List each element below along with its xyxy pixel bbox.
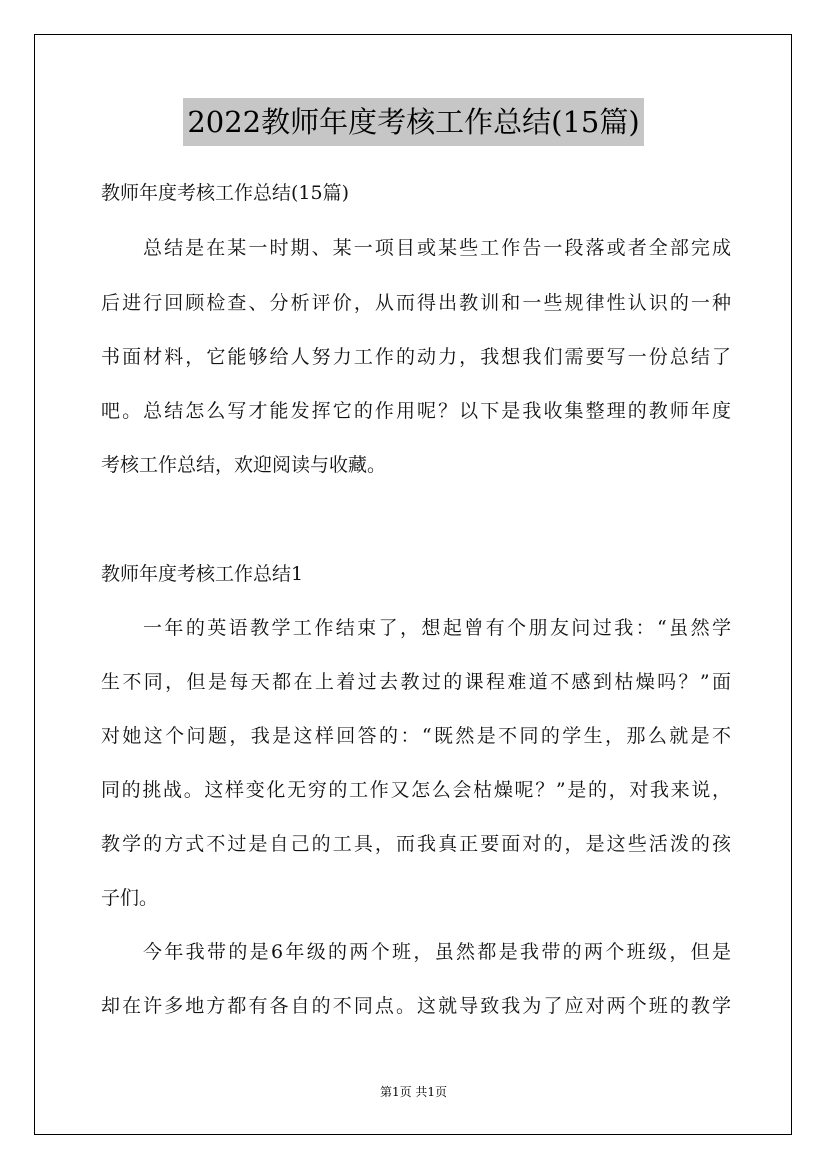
paragraph-line: 子们。 <box>101 887 159 909</box>
document-title: 2022教师年度考核工作总结(15篇) <box>183 98 643 146</box>
paragraph-line: 同的挑战。这样变化无穷的工作又怎么会枯燥呢？”是的，对我来说， <box>101 779 731 801</box>
paragraph-line: 今年我带的是6年级的两个班，虽然都是我带的两个班级，但是 <box>143 941 731 963</box>
document-subtitle: 教师年度考核工作总结(15篇) <box>101 182 350 204</box>
intro-line: 后进行回顾检查、分析评价，从而得出教训和一些规律性认识的一种 <box>101 292 731 314</box>
paragraph-line: 教学的方式不过是自己的工具，而我真正要面对的，是这些活泼的孩 <box>101 833 731 855</box>
intro-line: 总结是在某一时期、某一项目或某些工作告一段落或者全部完成 <box>143 237 731 259</box>
paragraph-line: 对她这个问题，我是这样回答的：“既然是不同的学生，那么就是不 <box>101 725 731 747</box>
paragraph-line: 却在许多地方都有各自的不同点。这就导致我为了应对两个班的教学 <box>101 995 731 1017</box>
intro-line: 吧。总结怎么写才能发挥它的作用呢？以下是我收集整理的教师年度 <box>101 400 731 422</box>
title-container <box>0 98 827 146</box>
paragraph-line: 一年的英语教学工作结束了，想起曾有个朋友问过我：“虽然学 <box>143 617 731 639</box>
intro-line: 考核工作总结，欢迎阅读与收藏。 <box>101 454 387 476</box>
section-heading: 教师年度考核工作总结1 <box>101 563 304 585</box>
intro-line: 书面材料，它能够给人努力工作的动力，我想我们需要写一份总结了 <box>101 346 731 368</box>
paragraph-line: 生不同，但是每天都在上着过去教过的课程难道不感到枯燥吗？”面 <box>101 671 731 693</box>
page-footer: 第1页 共1页 <box>379 1085 448 1099</box>
